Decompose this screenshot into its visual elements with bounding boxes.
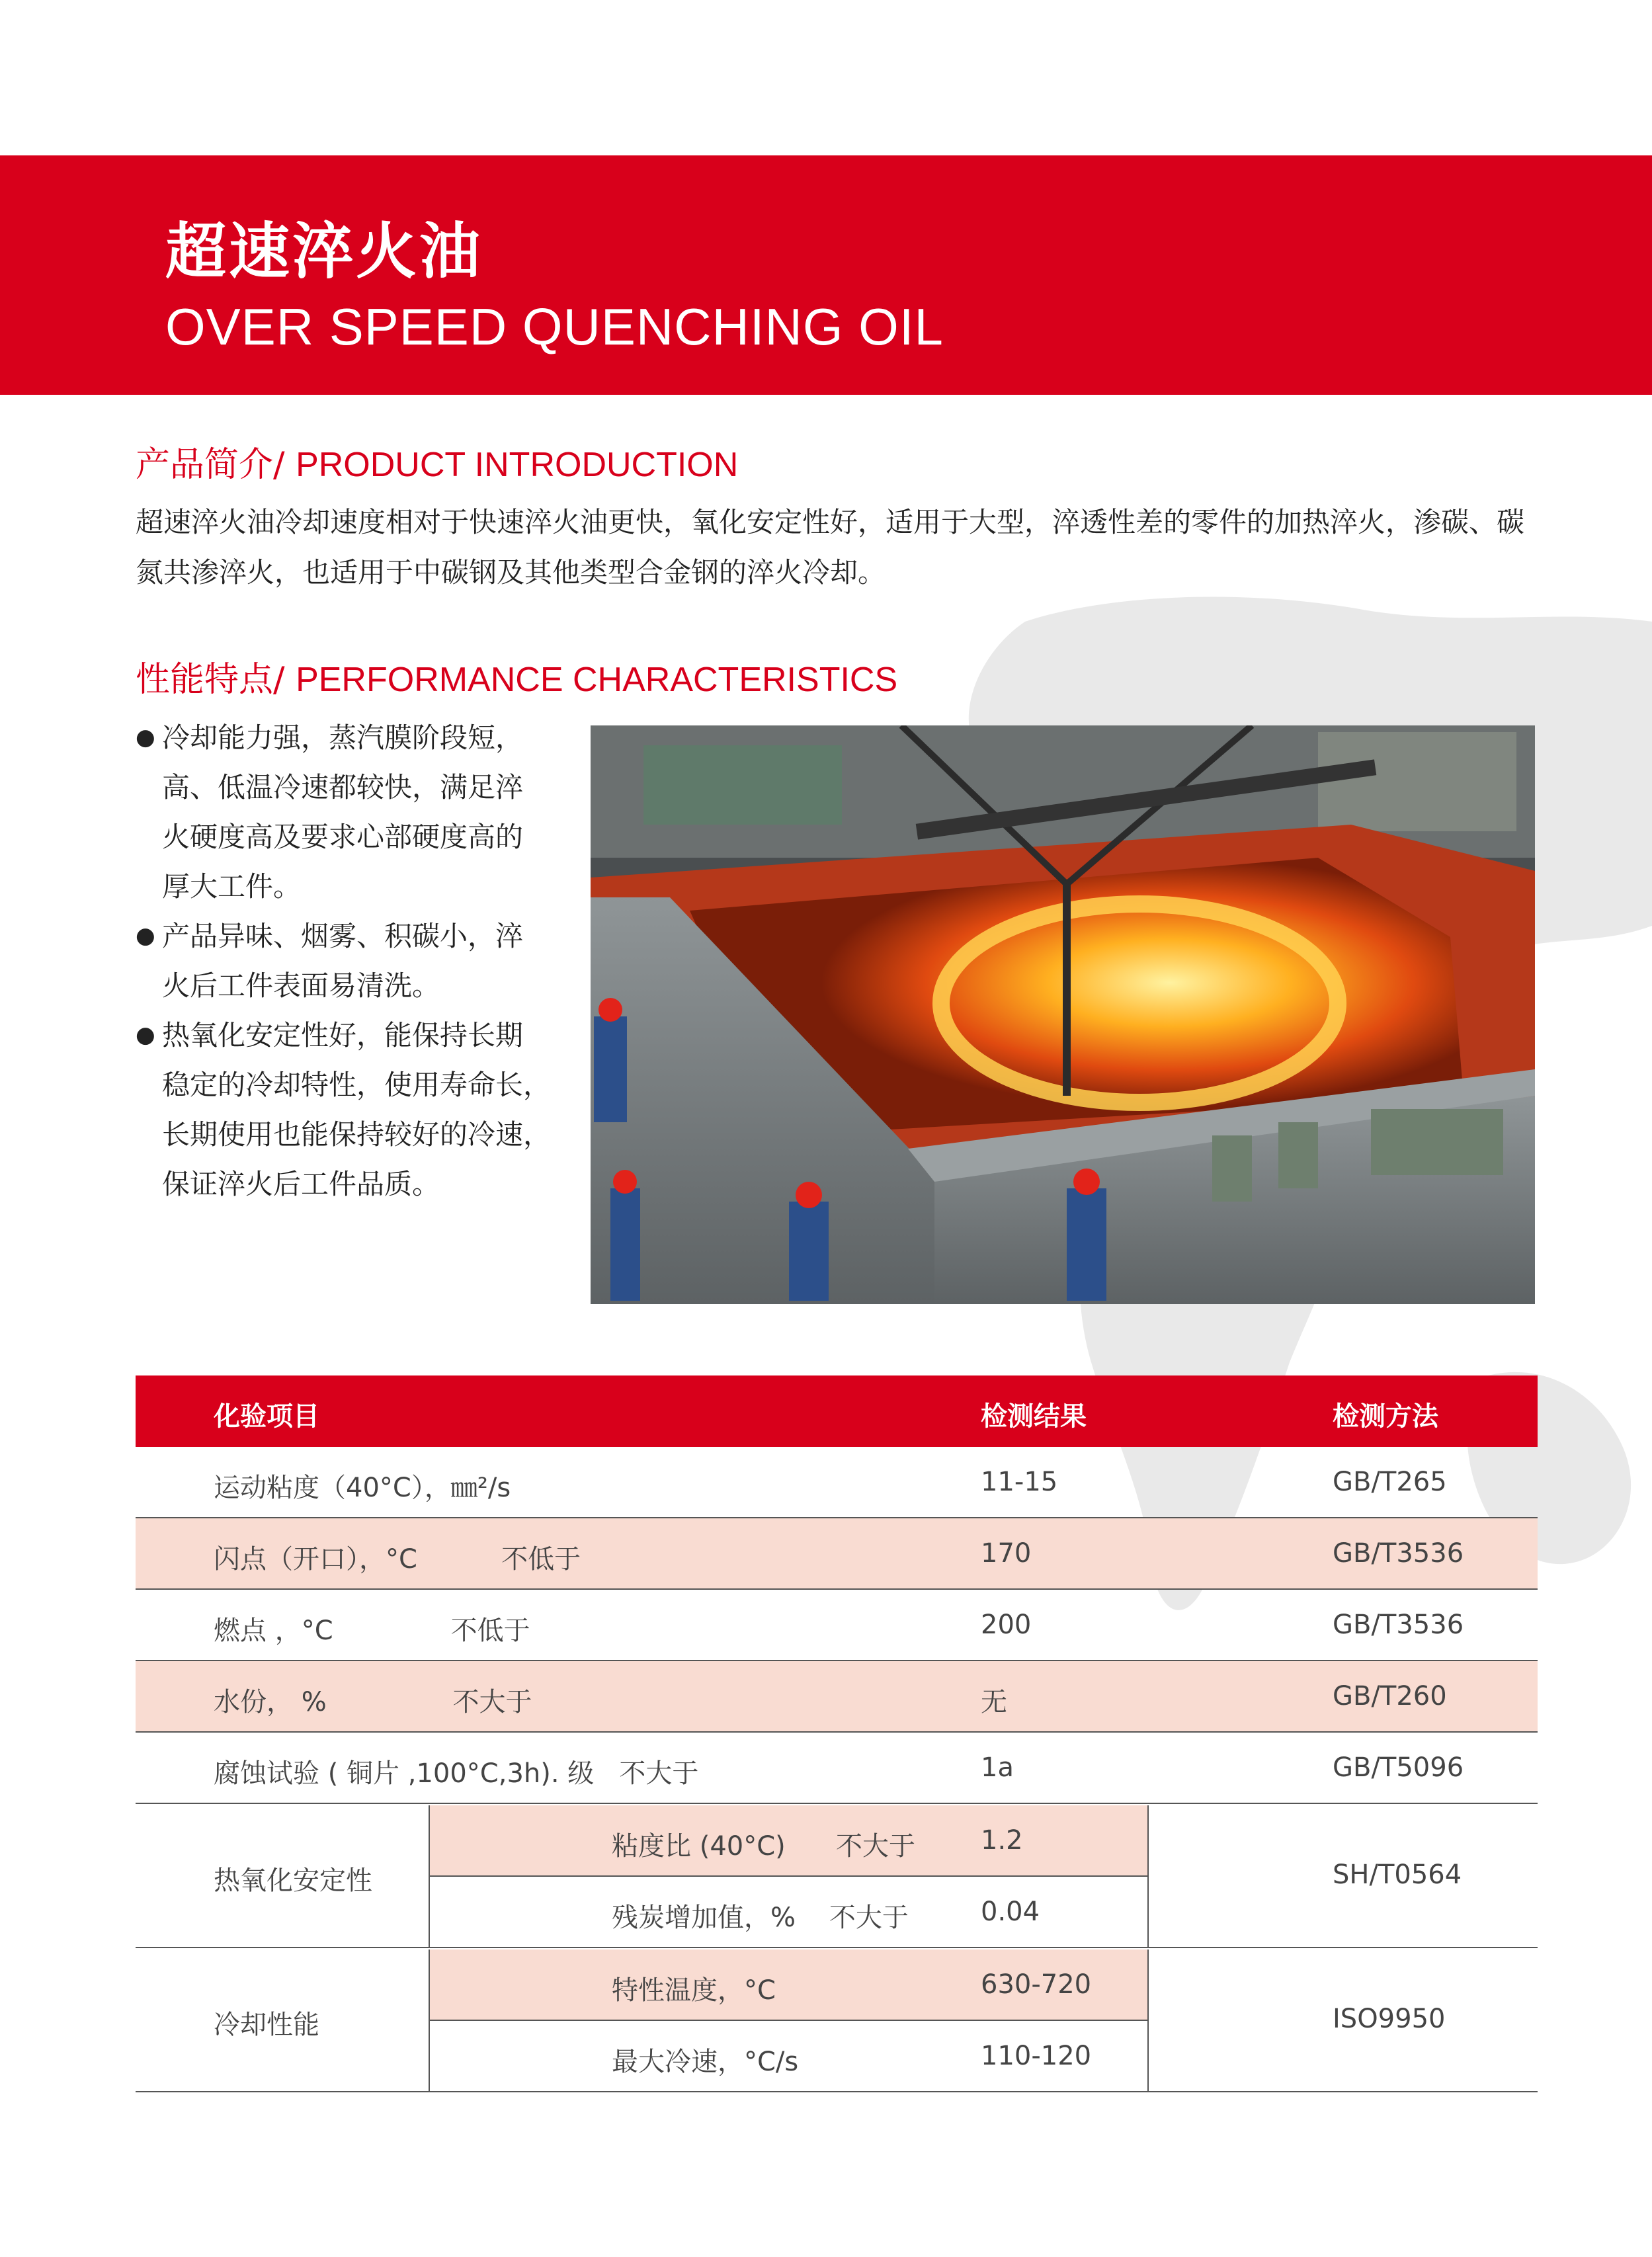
page-subtitle: OVER SPEED QUENCHING OIL xyxy=(165,298,944,356)
feature-item: ● 热氧化安定性好，能保持长期 稳定的冷却特性，使用寿命长， 长期使用也能保持较好的冷速， 保证淬火后工件品质。 xyxy=(136,1010,572,1209)
group-label: 热氧化安定性 xyxy=(214,1866,372,1896)
header-result: 检测结果 xyxy=(981,1401,1087,1432)
bullet-icon: ● xyxy=(136,1022,155,1048)
table-row: 运动粘度（40°C），㎜²/s 11-15 GB/T265 xyxy=(136,1447,1538,1518)
bullet-icon: ● xyxy=(136,724,155,751)
table-row: 闪点（开口），°C 不低于 170 GB/T3536 xyxy=(136,1518,1538,1590)
title-banner xyxy=(0,155,1652,395)
feature-item: ● 产品异味、烟雾、积碳小，淬 火后工件表面易清洗。 xyxy=(136,911,572,1010)
feature-list xyxy=(136,713,572,1209)
table-subrow: 残炭增加值，% 不大于 0.04 xyxy=(612,1897,1040,1933)
group-method: SH/T0564 xyxy=(1333,1860,1462,1890)
group-label: 冷却性能 xyxy=(214,2010,319,2040)
table-row: 燃点 ，°C 不低于 200 GB/T3536 xyxy=(136,1590,1538,1661)
introduction-text: 超速淬火油冷却速度相对于快速淬火油更快，氧化安定性好，适用于大型，淬透性差的零件的加热淬火，渗碳、碳 氮共渗淬火，也适用于中碳钢及其他类型合金钢的淬火冷却。 xyxy=(136,506,1525,589)
header-item: 化验项目 xyxy=(214,1401,319,1432)
table-subrow: 最大冷速，°C/s 110-120 xyxy=(612,2041,1092,2077)
group-method: ISO9950 xyxy=(1333,2004,1446,2034)
quenching-tank-photo xyxy=(591,725,1535,1304)
table-row: 腐蚀试验 ( 铜片 ,100°C,3h). 级 不大于 1a GB/T5096 xyxy=(136,1733,1538,1804)
table-subrow: 粘度比 (40°C) 不大于 1.2 xyxy=(430,1805,1147,1877)
table-group-cooling xyxy=(136,1949,1538,2092)
table-row: 水份， % 不大于 无 GB/T260 xyxy=(136,1661,1538,1733)
table-header xyxy=(136,1375,1538,1447)
introduction-heading: 产品简介/ PRODUCT INTRODUCTION xyxy=(136,445,739,485)
bullet-icon: ● xyxy=(136,923,155,949)
header-method: 检测方法 xyxy=(1333,1401,1438,1432)
table-subrow: 特性温度，°C 630-720 xyxy=(430,1949,1147,2021)
feature-item: ● 冷却能力强，蒸汽膜阶段短， 高、低温冷速都较快，满足淬 火硬度高及要求心部硬度高的 厚大工件。 xyxy=(136,713,572,911)
page-title: 超速淬火油 xyxy=(165,216,483,287)
performance-heading: 性能特点/ PERFORMANCE CHARACTERISTICS xyxy=(136,660,898,700)
table-group-thermal-oxidation xyxy=(136,1805,1538,1948)
